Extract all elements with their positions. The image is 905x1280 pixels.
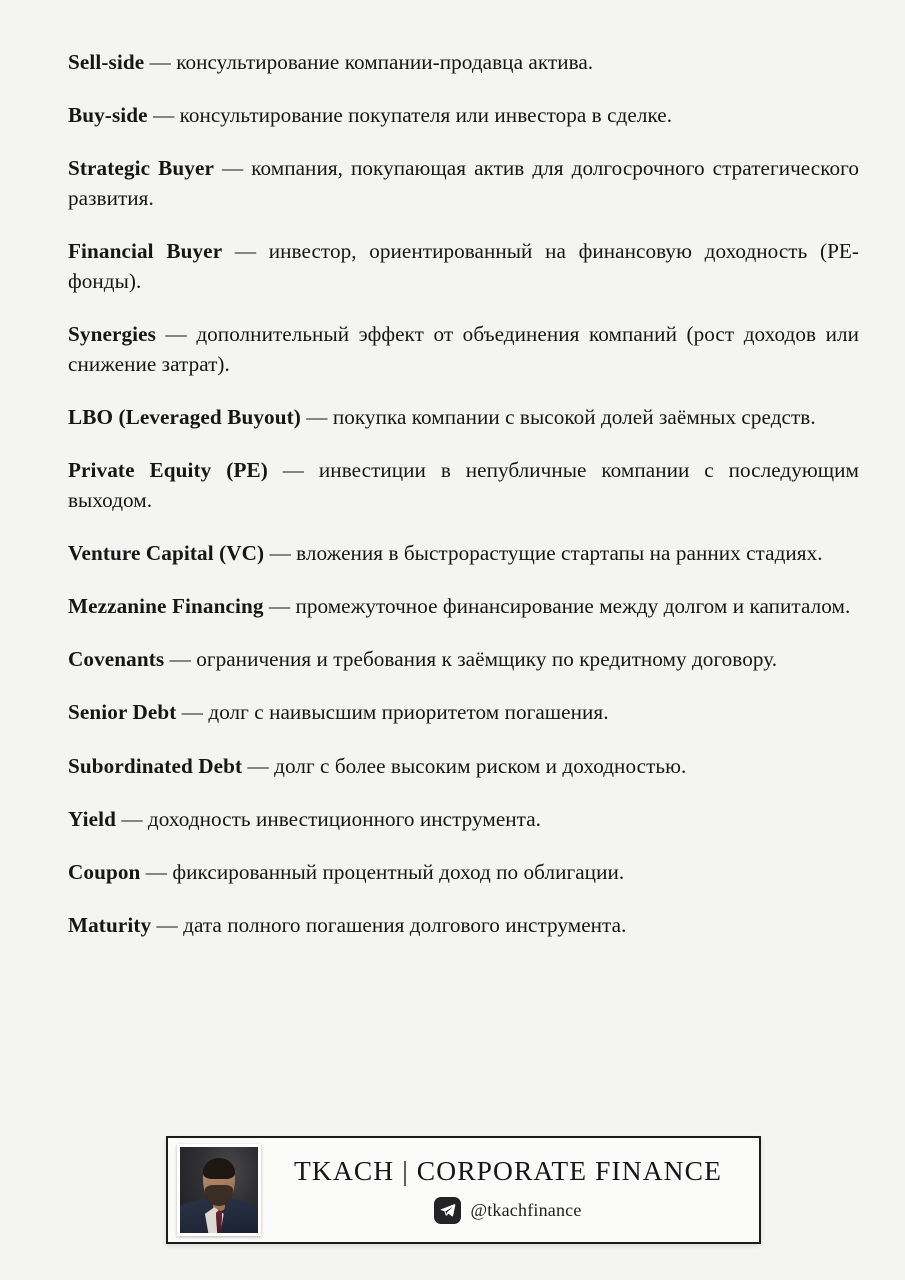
em-dash-separator: — [264,540,297,565]
em-dash-separator: — [115,806,148,831]
glossary-entry [68,645,859,675]
portrait-photo [180,1147,258,1233]
glossary-definition: долг с более высоким риском и доходностью. [274,753,687,778]
signature-card [166,1136,761,1244]
em-dash-separator: — [242,753,275,778]
glossary-entry [68,237,859,296]
glossary-term: Covenants [68,647,165,672]
glossary-term: Synergies [68,322,156,347]
glossary-definition: инвестор, ориентированный на финансовую доходность (PE-фонды). [68,239,860,293]
glossary-definition: дата полного погашения долгового инструмента. [183,913,627,938]
em-dash-separator: — [263,594,296,619]
glossary-entry [68,320,859,379]
telegram-icon[interactable] [434,1197,461,1224]
glossary-term: Financial Buyer [68,239,223,264]
glossary-entry [68,752,859,782]
telegram-handle[interactable]: @tkachfinance [470,1200,582,1221]
glossary-term: Strategic Buyer [68,156,214,181]
glossary-definition: доходность инвестиционного инструмента. [147,806,542,831]
em-dash-separator: — [156,322,197,347]
glossary-definition: компания, покупающая актив для долгосрочного стратегического развития. [68,156,859,211]
glossary-definition: покупка компании с высокой долей заёмных средств. [332,404,816,429]
brand-title: TKACH | CORPORATE FINANCE [294,1155,722,1187]
em-dash-separator: — [222,239,269,264]
glossary-entry [68,592,859,622]
em-dash-separator: — [144,50,177,74]
portrait-hair [203,1158,236,1179]
signature-text-block [261,1156,749,1223]
portrait-frame [177,1144,261,1236]
glossary-definition: дополнительный эффект от объединения компаний (рост доходов или снижение затрат). [68,322,859,376]
em-dash-separator: — [151,913,184,938]
glossary-list [68,48,859,941]
glossary-term: Yield [68,806,116,831]
glossary-entry [68,154,859,213]
glossary-entry [68,456,859,515]
glossary-definition: вложения в быстрорастущие стартапы на ранних стадиях. [296,540,823,565]
footer-area [68,1136,859,1244]
glossary-definition: долг с наивысшим приоритетом погашения. [208,700,609,725]
glossary-term: Buy-side [68,103,148,128]
em-dash-separator: — [300,404,333,429]
glossary-term: Maturity [68,913,152,938]
glossary-entry [68,858,859,888]
em-dash-separator: — [213,156,252,181]
em-dash-separator: — [164,647,197,672]
glossary-definition: инвестиции в непубличные компании с последующим выходом. [68,458,859,512]
glossary-entry [68,805,859,835]
glossary-term: Mezzanine Financing [68,594,264,619]
em-dash-separator: — [267,458,319,483]
glossary-entry [68,48,859,78]
glossary-definition: фиксированный процентный доход по облигации. [172,859,625,884]
telegram-handle-row[interactable] [434,1197,581,1224]
glossary-term: Coupon [68,859,141,884]
glossary-definition: консультирование покупателя или инвестора в сделке. [179,103,673,128]
glossary-definition: ограничения и требования к заёмщику по кредитному договору. [196,647,778,672]
glossary-term: Sell-side [68,50,145,74]
glossary-entry [68,101,859,131]
glossary-entry [68,539,859,569]
glossary-term: Private Equity (PE) [68,458,268,483]
glossary-term: Senior Debt [68,700,177,725]
glossary-term: Venture Capital (VC) [68,540,265,565]
em-dash-separator: — [176,700,209,725]
glossary-definition: промежуточное финансирование между долгом и капиталом. [295,594,851,619]
glossary-definition: консультирование компании-продавца актива. [176,50,594,74]
glossary-entry [68,911,859,941]
em-dash-separator: — [140,859,173,884]
glossary-term: Subordinated Debt [68,753,243,778]
glossary-entry [68,403,859,433]
glossary-entry [68,698,859,728]
glossary-term: LBO (Leveraged Buyout) [68,404,301,429]
em-dash-separator: — [147,103,180,128]
